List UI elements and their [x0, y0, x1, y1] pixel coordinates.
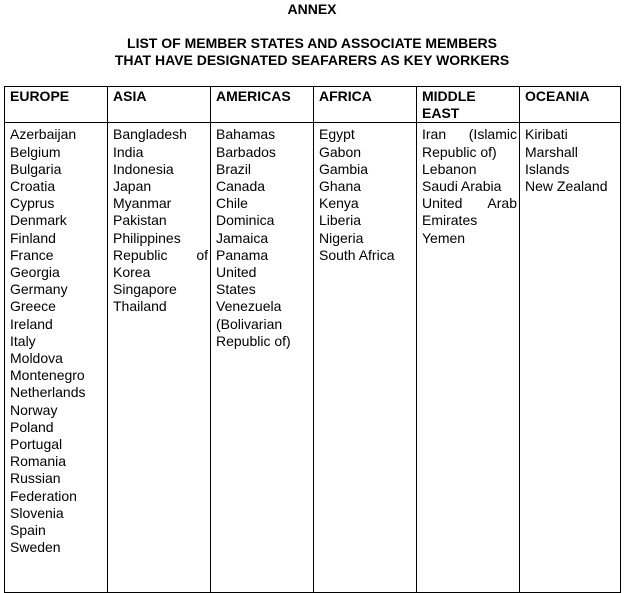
oceania-item: Kiribati: [525, 126, 568, 143]
europe-item: Poland: [10, 418, 54, 435]
africa-item: Liberia: [319, 212, 362, 229]
table-header-row: [5, 87, 621, 123]
asia-item: Japan: [113, 178, 152, 195]
europe-item: Federation: [10, 487, 77, 504]
europe-item: Germany: [10, 281, 68, 298]
list-title-line-2: THAT HAVE DESIGNATED SEAFARERS AS KEY WORKERS: [114, 52, 510, 68]
member-states-table: [4, 86, 621, 593]
oceania-cell: [520, 123, 621, 593]
middle-east-united-word: United: [422, 195, 463, 212]
asia-item: Korea: [113, 264, 151, 281]
africa-item: Gambia: [319, 160, 369, 177]
europe-item: Netherlands: [10, 384, 86, 401]
asia-republic-word: Republic: [113, 246, 168, 263]
list-title: [0, 35, 624, 69]
header-africa: AFRICA: [314, 87, 417, 123]
middle-east-item: Republic of): [422, 143, 497, 160]
europe-item: Norway: [10, 401, 58, 418]
annex-title: ANNEX: [287, 1, 337, 17]
header-middle-east-line-2: EAST: [422, 105, 460, 122]
asia-of-word: of: [196, 246, 208, 263]
asia-item: India: [113, 143, 144, 160]
africa-item: Gabon: [319, 143, 362, 160]
middle-east-item: Lebanon: [422, 160, 477, 177]
americas-item: States: [216, 281, 256, 298]
europe-item: Moldova: [10, 350, 63, 367]
europe-item: Denmark: [10, 212, 67, 229]
header-middle-east: [417, 87, 520, 123]
europe-item: Azerbaijan: [10, 126, 77, 143]
asia-item: Philippines: [113, 229, 181, 246]
asia-item: Singapore: [113, 281, 177, 298]
middle-east-item-uae: [422, 195, 517, 212]
europe-item: Greece: [10, 298, 56, 315]
americas-item: Venezuela: [216, 298, 282, 315]
asia-item: Indonesia: [113, 160, 174, 177]
africa-item: Kenya: [319, 195, 359, 212]
middle-east-islamic-word: (Islamic: [468, 126, 517, 143]
europe-item: Russian: [10, 470, 61, 487]
asia-item: Myanmar: [113, 195, 172, 212]
europe-item: Portugal: [10, 436, 63, 453]
americas-item: Brazil: [216, 160, 252, 177]
europe-item: Croatia: [10, 178, 56, 195]
europe-item: Cyprus: [10, 195, 55, 212]
middle-east-item: Emirates: [422, 212, 478, 229]
oceania-item: Marshall: [525, 143, 578, 160]
africa-item: South Africa: [319, 246, 395, 263]
americas-item: Dominica: [216, 212, 275, 229]
asia-cell: [108, 123, 211, 593]
oceania-item: New Zealand: [525, 178, 608, 195]
table-row: [5, 123, 621, 593]
europe-cell: [5, 123, 108, 593]
americas-item: Bahamas: [216, 126, 276, 143]
europe-item: Georgia: [10, 264, 60, 281]
oceania-item: Islands: [525, 160, 570, 177]
middle-east-item: Yemen: [422, 229, 466, 246]
europe-item: Finland: [10, 229, 56, 246]
europe-item: Romania: [10, 453, 67, 470]
europe-item: Montenegro: [10, 367, 85, 384]
middle-east-iran-word: Iran: [422, 126, 447, 143]
europe-item: Belgium: [10, 143, 61, 160]
middle-east-item-iran: [422, 126, 517, 143]
americas-item: Canada: [216, 178, 266, 195]
europe-item: Ireland: [10, 315, 53, 332]
europe-item: Spain: [10, 522, 46, 539]
americas-item: United: [216, 264, 257, 281]
asia-item-republic-of: [113, 247, 208, 264]
middle-east-cell: [417, 123, 520, 593]
europe-item: Bulgaria: [10, 160, 62, 177]
header-americas: AMERICAS: [211, 87, 314, 123]
americas-item: Panama: [216, 246, 269, 263]
africa-cell: [314, 123, 417, 593]
asia-item: Bangladesh: [113, 126, 187, 143]
europe-item: Italy: [10, 332, 36, 349]
list-title-line-1: LIST OF MEMBER STATES AND ASSOCIATE MEMBERS: [127, 35, 497, 51]
americas-item: Barbados: [216, 143, 276, 160]
africa-item: Ghana: [319, 178, 362, 195]
header-asia: ASIA: [108, 87, 211, 123]
americas-item: Republic of): [216, 332, 291, 349]
americas-item: Chile: [216, 195, 248, 212]
americas-item: Jamaica: [216, 229, 269, 246]
header-oceania: OCEANIA: [520, 87, 621, 123]
americas-item: (Bolivarian: [216, 315, 283, 332]
africa-item: Nigeria: [319, 229, 364, 246]
europe-item: France: [10, 246, 54, 263]
middle-east-arab-word: Arab: [487, 195, 517, 212]
africa-item: Egypt: [319, 126, 355, 143]
asia-item: Pakistan: [113, 212, 167, 229]
europe-item: Sweden: [10, 539, 61, 556]
americas-cell: [211, 123, 314, 593]
middle-east-item: Saudi Arabia: [422, 178, 502, 195]
header-europe: EUROPE: [5, 87, 108, 123]
header-middle-east-line-1: MIDDLE: [422, 88, 476, 104]
europe-item: Slovenia: [10, 504, 64, 521]
asia-item: Thailand: [113, 298, 167, 315]
